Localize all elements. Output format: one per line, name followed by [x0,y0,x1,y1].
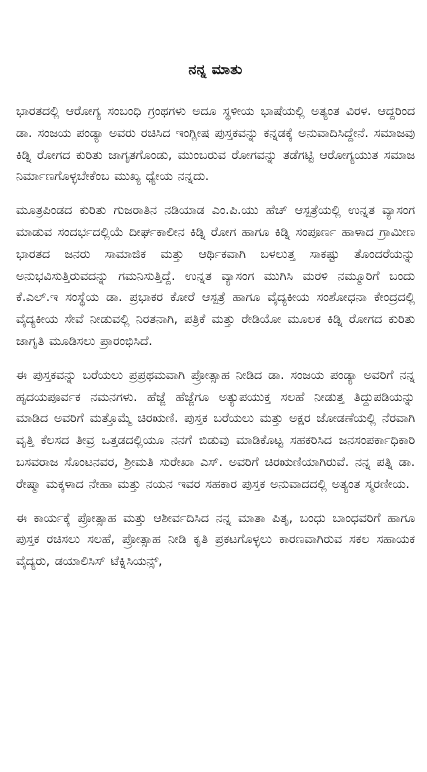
paragraph-2: ಮೂತ್ರಪಿಂಡದ ಕುರಿತು ಗುಜರಾತಿನ ನಡಿಯಾಡ ಎಂ.ಪಿ.ಯು ಹೆಚ್ ಆಸ್ಪತ್ರೆಯಲ್ಲಿ ಉನ್ನತ ವ್ಯಾಸಂಗ ಮಾಡುವ ಸಂದರ್ಭದಲ್ಲಿಯೆ ದೀರ್ಘಕಾಲೀನ ಕಿಡ್ನಿ ರೋಗ ಹಾಗೂ ಕಿಡ್ನಿ ಸಂಪೂರ್ಣ ಹಾಳಾದ ಗ್ರಾಮೀಣ ಭಾರತದ ಜನರು ಸಾಮಾಜಿಕ ಮತ್ತು ಆರ್ಥಿಕವಾಗಿ ಬಳಲುತ್ತ ಸಾಕಷ್ಟು ತೊಂದರೆಯನ್ನು ಅನುಭವಿಸುತ್ತಿರುವದನ್ನು ಗಮನಿಸುತ್ತಿದ್ದೆ. ಉನ್ನತ ವ್ಯಾಸಂಗ ಮುಗಿಸಿ ಮರಳಿ ನಮ್ಮೂರಿಗೆ ಬಂದು ಕೆ.ಎಲ್.ಇ ಸಂಸ್ಥೆಯ ಡಾ. ಪ್ರಭಾಕರ ಕೋರೆ ಆಸ್ಪತ್ರೆ ಹಾಗೂ ವೈದ್ಯಕೀಯ ಸಂಶೋಧನಾ ಕೇಂದ್ರದಲ್ಲಿ ವೈದ್ಯಕೀಯ ಸೇವೆ ನೀಡುವಲ್ಲಿ ನಿರತನಾಗಿ, ಪತ್ರಿಕೆ ಮತ್ತು ರೇಡಿಯೋ ಮೂಲಕ ಕಿಡ್ನಿ ರೋಗದ ಕುರಿತು ಜಾಗೃತಿ ಮೂಡಿಸಲು ಪ್ರಾರಂಭಿಸಿದೆ. [16,202,415,348]
paragraph-4: ಈ ಕಾರ್ಯಕ್ಕೆ ಪ್ರೋತ್ಸಾಹ ಮತ್ತು ಆಶೀರ್ವದಿಸಿದ ನನ್ನ ಮಾತಾ ಪಿತೃ, ಬಂಧು ಬಾಂಧವರಿಗೆ ಹಾಗೂ ಪುಸ್ತಕ ರಚಿಸಲು ಸಲಹೆ, ಪ್ರೋತ್ಸಾಹ ನೀಡಿ ಕೃತಿ ಪ್ರಕಟಗೊಳ್ಳಲು ಕಾರಣವಾಗಿರುವ ಸಕಲ ಸಹಾಯಕ ವೈದ್ಯರು, ಡಯಾಲಿಸಿಸ್ ಟೆಕ್ನಿಸಿಯನ್ಸ್, [16,509,415,569]
page-title: ನನ್ನ ಮಾತು [188,62,243,78]
paragraph-1: ಭಾರತದಲ್ಲಿ ಆರೋಗ್ಯ ಸಂಬಂಧಿ ಗ್ರಂಥಗಳು ಅದೂ ಸ್ಥಳೀಯ ಭಾಷೆಯಲ್ಲಿ ಅತ್ಯಂತ ವಿರಳ. ಆದ್ದರಿಂದ ಡಾ. ಸಂಜಯ ಪಂಡ್ಯಾ ಅವರು ರಚಿಸಿದ ಇಂಗ್ಲೀಷ ಪುಸ್ತಕವನ್ನು ಕನ್ನಡಕ್ಕೆ ಅನುವಾದಿಸಿದ್ದೇನೆ. ಸಮಾಜವು ಕಿಡ್ನಿ ರೋಗದ ಕುರಿತು ಜಾಗೃತಗೊಂಡು, ಮುಂಬರುವ ರೋಗವನ್ನು ತಡೆಗಟ್ಟಿ ಆರೋಗ್ಯಯುತ ಸಮಾಜ ನಿರ್ಮಾಣಗೊಳ್ಳಬೇಕೆಂಬ ಮುಖ್ಯ ಧ್ಯೇಯ ನನ್ನದು. [16,103,415,184]
paragraph-3: ಈ ಪುಸ್ತಕವನ್ನು ಬರೆಯಲು ಪ್ರಪ್ರಥಮವಾಗಿ ಪ್ರೋತ್ಸಾಹ ನೀಡಿದ ಡಾ. ಸಂಜಯ ಪಂಡ್ಯಾ ಅವರಿಗೆ ನನ್ನ ಹೃದಯಪೂರ್ವಕ ನಮನಗಳು. ಹೆಜ್ಜೆ ಹೆಜ್ಜೆಗೂ ಅತ್ಯುಪಯುಕ್ತ ಸಲಹೆ ನೀಡುತ್ತ ತಿದ್ದುಪಡಿಯನ್ನು ಮಾಡಿದ ಅವರಿಗೆ ಮತ್ತೊಮ್ಮೆ ಚಿರಋಣಿ. ಪುಸ್ತಕ ಬರೆಯಲು ಮತ್ತು ಅಕ್ಷರ ಜೋಡಣೆಯಲ್ಲಿ ನೆರವಾಗಿ ವೃತ್ತಿ ಕೆಲಸದ ತೀವ್ರ ಒತ್ತಡದಲ್ಲಿಯೂ ನನಗೆ ಬಿಡುವು ಮಾಡಿಕೊಟ್ಟ ಸಹಕರಿಸಿದ ಜನಸಂಪರ್ಕಾಧಿಕಾರಿ ಬಸವರಾಜ ಸೊಂಟನವರ, ಶ್ರೀಮತಿ ಸುರೇಖಾ ಎಸ್. ಅವರಿಗೆ ಚಿರಋಣಿಯಾಗಿರುವೆ. ನನ್ನ ಪತ್ನಿ ಡಾ. ರೇಷ್ಮಾ ಮಕ್ಕಳಾದ ನೇಹಾ ಮತ್ತು ನಯನ ಇವರ ಸಹಕಾರ ಪುಸ್ತಕ ಅನುವಾದದಲ್ಲಿ ಅತ್ಯಂತ ಸ್ಮರಣೀಯ. [16,366,415,491]
document-page [0,60,427,772]
